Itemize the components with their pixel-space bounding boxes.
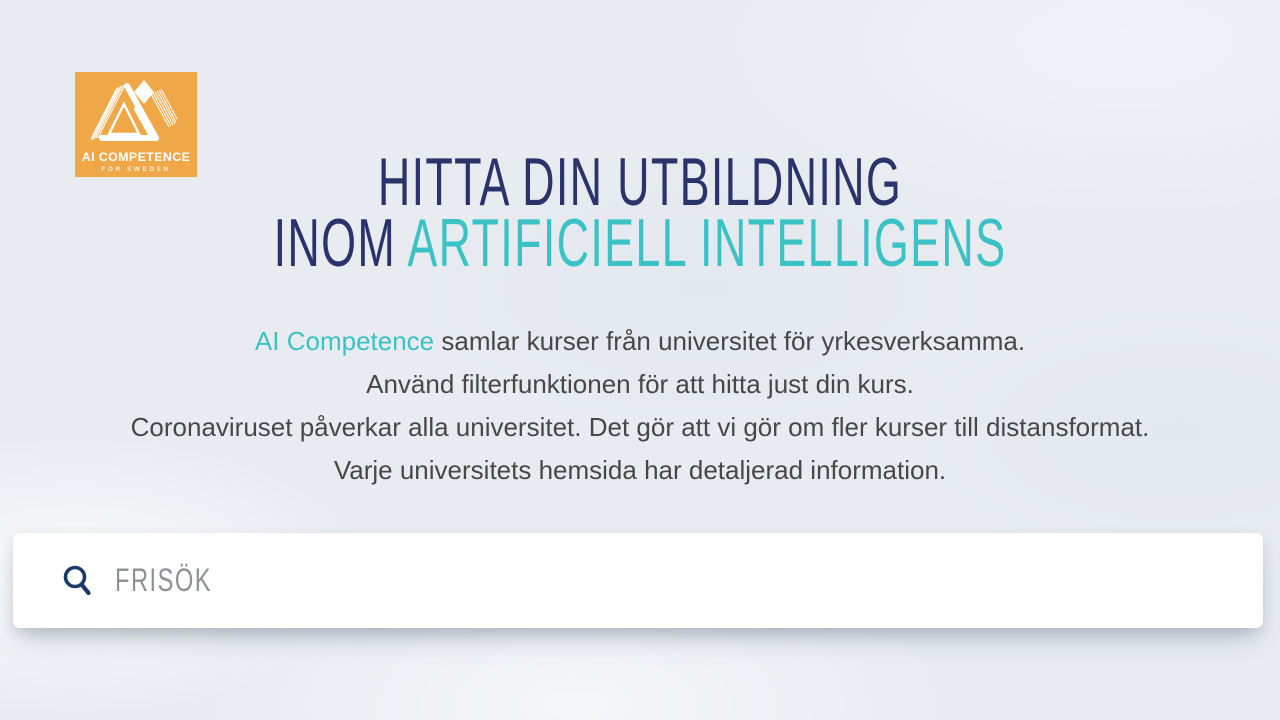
intro-line-3: Coronaviruset påverkar alla universitet. Det gör att vi gör om fler kurser till distansformat. bbox=[130, 412, 1150, 442]
intro-paragraph bbox=[0, 320, 1280, 492]
ai-competence-link[interactable]: AI Competence bbox=[254, 326, 435, 356]
heading-line2 bbox=[218, 205, 1063, 281]
heading-line2-prefix: INOM bbox=[273, 205, 408, 281]
search-box[interactable] bbox=[13, 533, 1263, 628]
logo-title-text: AI COMPETENCE bbox=[81, 150, 191, 164]
heading-line2-highlight: ARTIFICIELL INTELLIGENS bbox=[407, 205, 1007, 281]
heading-line1: HITTA DIN UTBILDNING bbox=[377, 144, 903, 220]
search-icon bbox=[61, 564, 93, 598]
page-title bbox=[0, 144, 1280, 281]
intro-line-2: Använd filterfunktionen för att hitta just din kurs. bbox=[366, 369, 914, 399]
search-input[interactable] bbox=[115, 562, 1151, 599]
logo-subtitle-text: FOR SWEDEN bbox=[101, 166, 171, 173]
intro-line-1-text: samlar kurser från universitet för yrkesverksamma. bbox=[434, 326, 1026, 356]
intro-line-4: Varje universitets hemsida har detaljerad information. bbox=[333, 455, 947, 485]
intro-line-1 bbox=[0, 320, 1280, 363]
